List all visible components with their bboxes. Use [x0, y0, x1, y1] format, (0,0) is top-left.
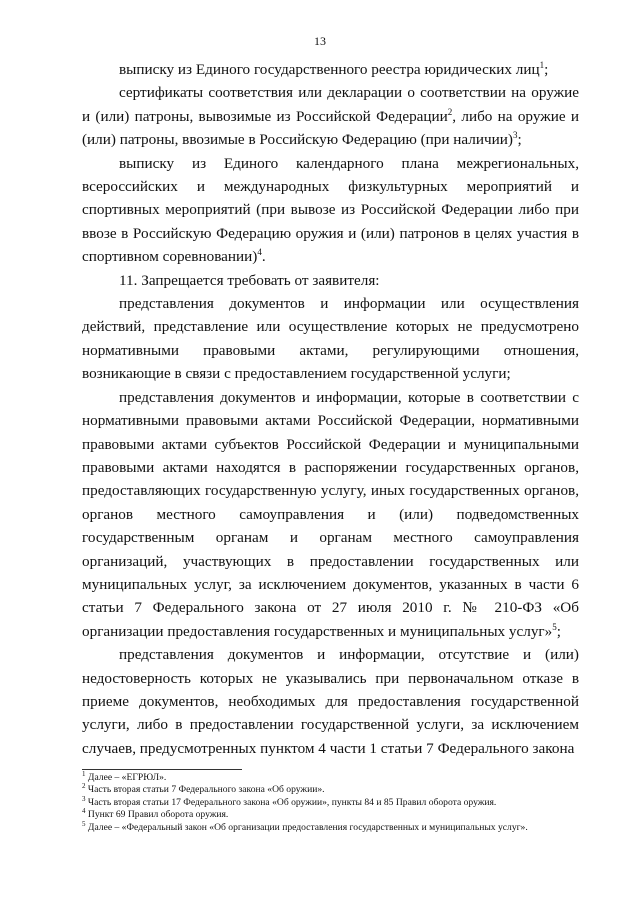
paragraph-tail: ;: [556, 622, 561, 640]
footnote: [82, 769, 579, 784]
paragraph-certificates: [82, 81, 579, 151]
paragraph-tail: ;: [517, 131, 522, 149]
footnote-text: Пункт 69 Правил оборота оружия.: [85, 809, 229, 821]
page-number: 13: [314, 34, 326, 48]
footnote-text: Часть вторая статьи 17 Федерального закона «Об оружии», пункты 84 и 85 Правил оборота оружия.: [85, 796, 497, 808]
footnote-number: 1: [82, 769, 86, 778]
paragraph-tail: .: [261, 248, 266, 266]
footnote: [82, 819, 579, 834]
footnote: [82, 794, 579, 809]
paragraph-text: сертификаты соответствия или декларации о соответствии на оружие и (или) патроны, вывозимые из Российской Федерации: [82, 84, 579, 125]
paragraph-docs-in-possession: [82, 386, 579, 643]
footnote-text: Часть вторая статьи 7 Федерального закона «Об оружии».: [85, 784, 325, 796]
footnote-divider: [82, 769, 242, 770]
paragraph-text: выписку из Единого государственного реестра юридических лиц: [119, 61, 540, 78]
paragraph-text: представления документов и информации, которые в соответствии с нормативными правовыми актами Российской Федерации, нормативными правовыми актами субъектов Российской Федерации и муниципальными правовыми актами находятся в распоряжении государственных органов, предоставляющих государственную услугу, иных государственных органов, органов местного самоуправления и (или) подведомственных государственным органам и органам местного самоуправления организаций, участвующих в предоставлении государственных или муниципальных услуг, за исключением документов, указанных в части 6 статьи 7 Федерального закона от 27 июля 2010 г. № 210-ФЗ «Об организации предоставления государственных и муниципальных услуг»: [82, 388, 579, 640]
footnote-ref: 2: [447, 106, 453, 117]
footnote-ref: 5: [552, 621, 557, 632]
paragraph-clause-11: 11. Запрещается требовать от заявителя:: [119, 271, 380, 289]
footnote-ref: 1: [539, 59, 545, 70]
footnote: [82, 784, 579, 796]
footnote-text: Далее – «Федеральный закон «Об организации предоставления государственных и муниципальных услуг».: [85, 821, 528, 833]
paragraph-egrul-extract: [82, 58, 579, 81]
footnote-number: 3: [82, 794, 86, 803]
footnote: [82, 809, 579, 821]
footnote-number: 5: [82, 819, 86, 828]
paragraph-absent-docs: представления документов и информации, отсутствие и (или) недостоверность которых не указывались при первоначальном отказе в приеме документов, необходимых для предоставления государственной услуги, либо в предоставлении государственной услуги, за исключением случаев, предусмотренных пунктом 4 части 1 статьи 7 Федерального закона: [82, 646, 579, 757]
paragraph-tail: ;: [544, 61, 549, 78]
paragraph-calendar-plan: [82, 152, 579, 269]
paragraph-text: выписку из Единого календарного плана межрегиональных, всероссийских и международных физкультурных мероприятий и спортивных мероприятий (при вывозе из Российской Федерации либо при ввозе в Российскую Федерацию оружия и (или) патронов в целях участия в спортивном соревновании): [82, 154, 579, 266]
footnotes: [82, 769, 579, 834]
footnote-number: 2: [82, 782, 86, 791]
footnote-number: 4: [82, 807, 86, 816]
paragraph-not-required-docs: представления документов и информации или осуществления действий, представление или осуществление которых не предусмотрено нормативными правовыми актами, регулирующими отношения, возникающие в связи с предоставлением государственной услуги;: [82, 295, 579, 383]
body-text: [82, 58, 579, 760]
footnote-ref: 4: [257, 247, 262, 258]
footnote-ref: 3: [512, 130, 518, 141]
footnote-text: Далее – «ЕГРЮЛ».: [85, 772, 167, 783]
paragraph-tail: , либо на оружие и (или) патроны, ввозимые в Российскую Федерацию (при наличии): [82, 107, 579, 149]
